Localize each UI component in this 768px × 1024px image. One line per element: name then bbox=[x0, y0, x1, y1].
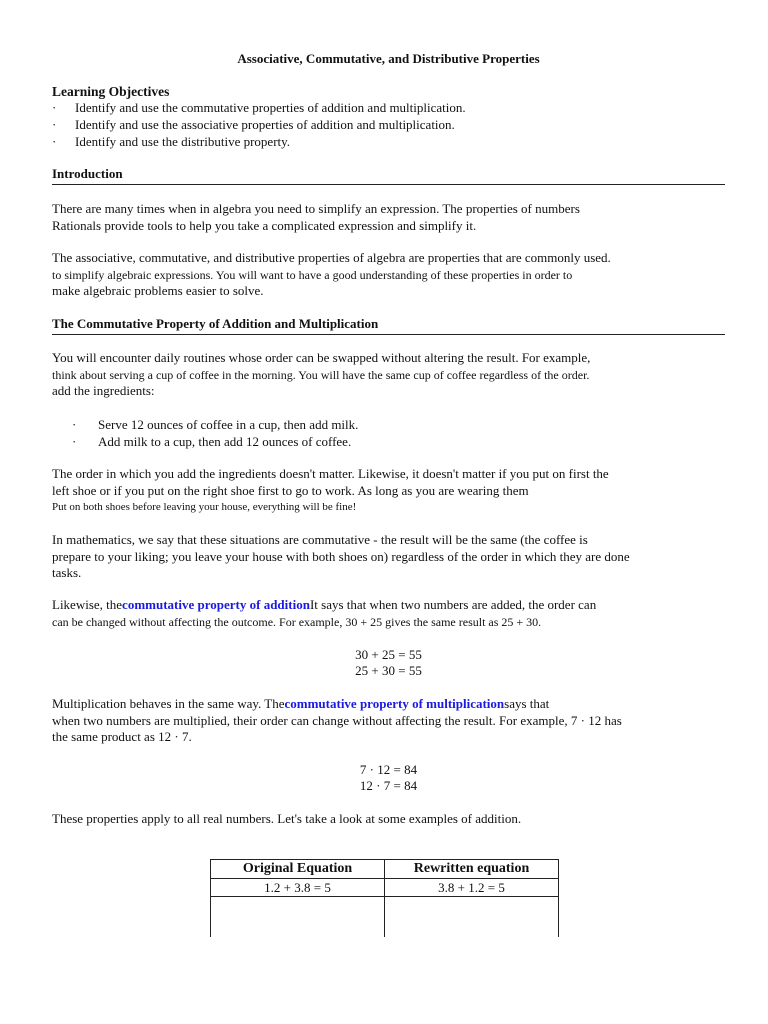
commutative-multiplication-paragraph: Multiplication behaves in the same way. Thecommutative property of multiplicationsays that when two numbers are multiplied, their order can change without affecting the result. For example, 7 · 12 has the same product as 12 · 7. bbox=[52, 696, 622, 744]
equation: 12 · 7 = 84 bbox=[359, 778, 418, 793]
intro-paragraph-1: There are many times when in algebra you need to simplify an expression. The properties of numbers Rationals provide tools to help you take a complicated expression and simplify it. bbox=[52, 201, 580, 233]
equation: 7 · 12 = 84 bbox=[359, 762, 418, 777]
commutative-paragraph-2: The order in which you add the ingredients doesn't matter. Likewise, it doesn't matter if you put on first the left shoe or if you put on the right shoe first to go to work. As long as you are wearing them Put on both shoes before leaving your house, everything will be fine! bbox=[52, 466, 609, 513]
bullet-icon: · bbox=[72, 434, 77, 449]
equation: 30 + 25 = 55 bbox=[355, 647, 422, 662]
table-cell bbox=[211, 897, 385, 938]
bullet-icon: · bbox=[72, 417, 77, 432]
term-commutative-addition: commutative property of addition bbox=[122, 597, 310, 612]
bullet-icon: · bbox=[52, 134, 57, 149]
column-header: Original Equation bbox=[211, 860, 385, 879]
commutative-addition-paragraph: Likewise, thecommutative property of additionIt says that when two numbers are added, the order can can be changed without affecting the outcome. For example, 30 + 25 gives the same result as 25 + 30. bbox=[52, 597, 597, 629]
addition-equations bbox=[52, 647, 725, 679]
learning-objectives-heading: Learning Objectives bbox=[52, 84, 170, 99]
intro-paragraph-2: The associative, commutative, and distributive properties of algebra are properties that are commonly used. to simplify algebraic expressions. You will want to have a good understanding of these properties in order to make algebraic problems easier to solve. bbox=[52, 250, 611, 298]
term-commutative-multiplication: commutative property of multiplication bbox=[284, 696, 505, 711]
column-header: Rewritten equation bbox=[385, 860, 559, 879]
commutative-heading: The Commutative Property of Addition and Multiplication bbox=[52, 316, 725, 335]
table-row bbox=[211, 879, 559, 897]
bullet-icon: · bbox=[52, 100, 57, 115]
table-row bbox=[211, 897, 559, 938]
multiplication-equations bbox=[52, 762, 725, 794]
introduction-heading: Introduction bbox=[52, 166, 725, 185]
equation: 25 + 30 = 55 bbox=[355, 663, 422, 678]
table-cell: 3.8 + 1.2 = 5 bbox=[385, 879, 559, 897]
document-title: Associative, Commutative, and Distributive Properties bbox=[237, 51, 540, 66]
examples-intro: These properties apply to all real numbers. Let's take a look at some examples of addition. bbox=[52, 811, 522, 826]
table-cell: 1.2 + 3.8 = 5 bbox=[211, 879, 385, 897]
commutative-paragraph-1: You will encounter daily routines whose order can be swapped without altering the result. For example, think about serving a cup of coffee in the morning. You will have the same cup of coffee regardless of the order. add the ingredients: bbox=[52, 350, 591, 398]
bullet-icon: · bbox=[52, 117, 57, 132]
commutative-paragraph-3: In mathematics, we say that these situations are commutative - the result will be the same (the coffee is prepare to your liking; you leave your house with both shoes on) regardless of the order in which they are done tasks. bbox=[52, 532, 630, 580]
table-header-row bbox=[211, 860, 559, 879]
table-cell bbox=[385, 897, 559, 938]
equation-table bbox=[210, 859, 559, 937]
